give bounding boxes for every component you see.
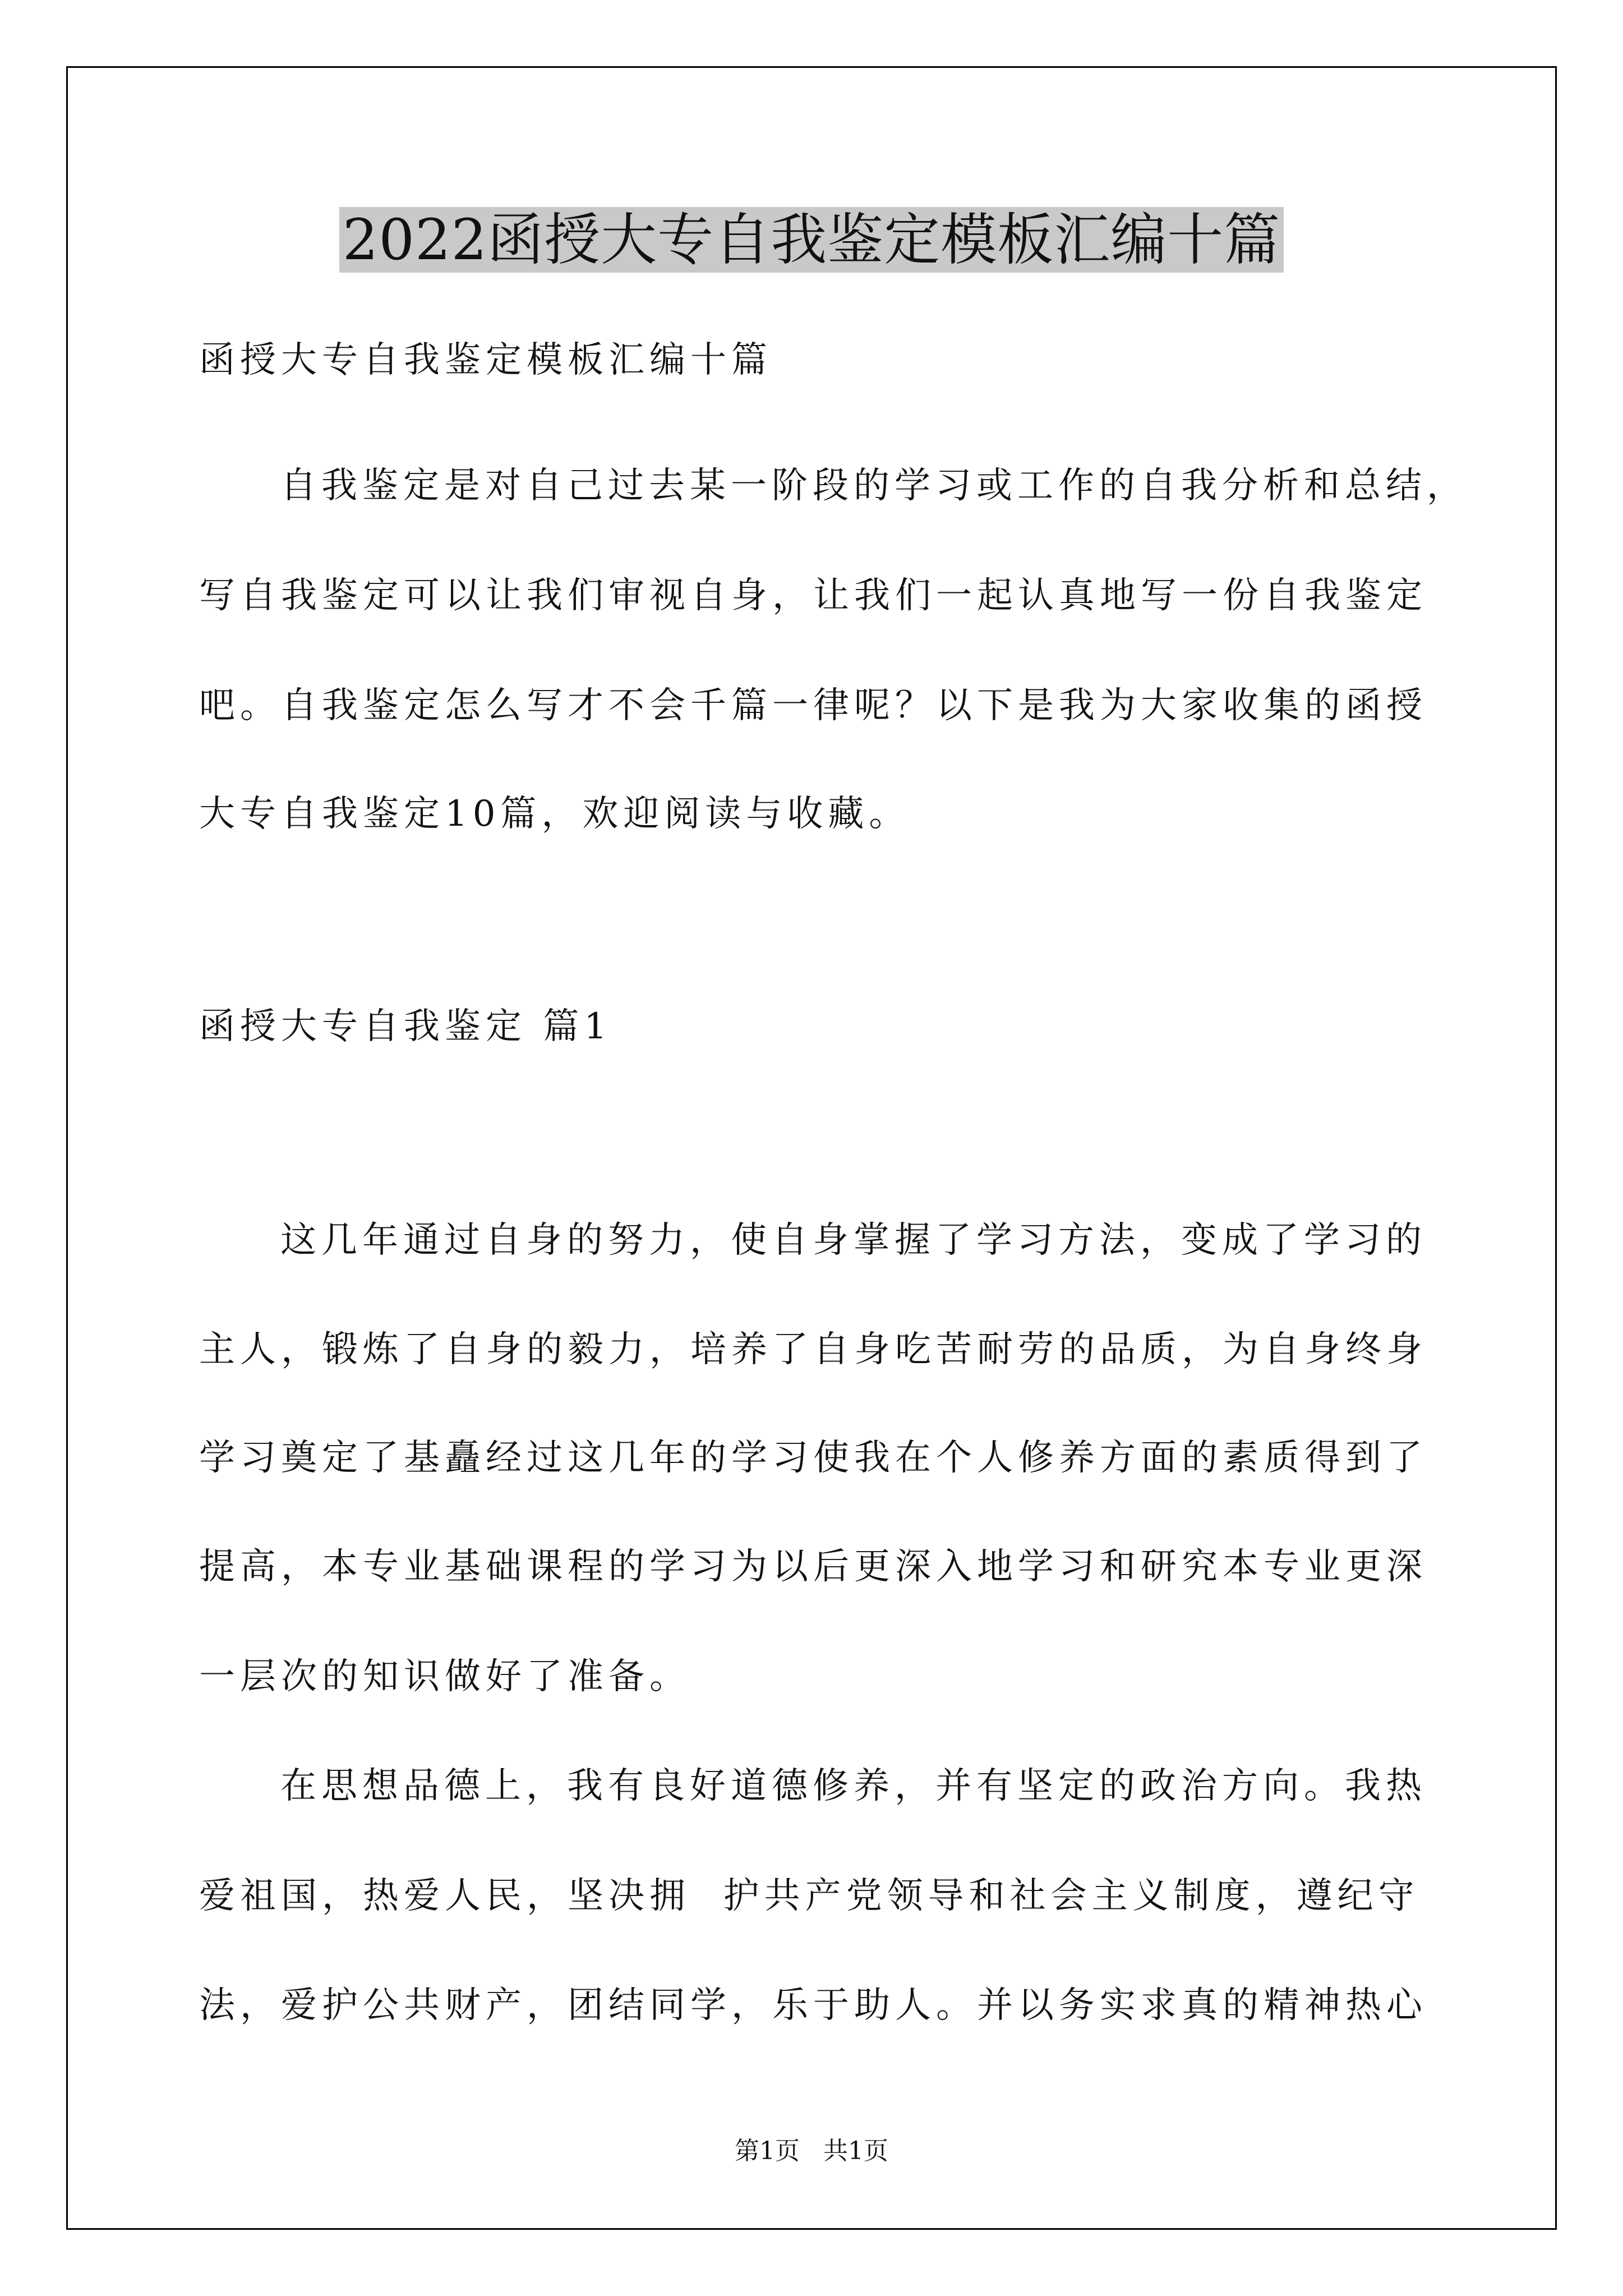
intro-line: 大专自我鉴定10篇，欢迎阅读与收藏。	[199, 793, 910, 835]
paragraph-line: 一层次的知识做好了准备。	[199, 1656, 690, 1697]
title-text: 2022函授大专自我鉴定模板汇编十篇	[339, 207, 1284, 273]
paragraph-line: 在思想品德上，我有良好道德修养，并有坚定的政治方向。我热	[280, 1765, 1427, 1807]
paragraph-line: 这几年通过自身的努力，使自身掌握了学习方法，变成了学习的	[280, 1220, 1427, 1261]
page-footer: 第1页 共1页	[735, 2137, 888, 2165]
paragraph-line: 法，爱护公共财产，团结同学，乐于助人。并以务实求真的精神热心	[199, 1985, 1427, 2026]
intro-line: 自我鉴定是对自己过去某一阶段的学习或工作的自我分析和总结，	[280, 465, 1468, 507]
document-title	[0, 201, 1623, 279]
intro-line: 吧。自我鉴定怎么写才不会千篇一律呢？以下是我为大家收集的函授	[199, 685, 1427, 726]
paragraph-line: 学习奠定了基矗经过这几年的学习使我在个人修养方面的素质得到了	[199, 1437, 1427, 1479]
paragraph-line: 主人，锻炼了自身的毅力，培养了自身吃苦耐劳的品质，为自身终身	[199, 1329, 1427, 1370]
paragraph-line: 提高，本专业基础课程的学习为以后更深入地学习和研究本专业更深	[199, 1546, 1427, 1588]
intro-line: 写自我鉴定可以让我们审视自身，让我们一起认真地写一份自我鉴定	[199, 575, 1427, 616]
paragraph-line: 爱祖国，热爱人民，坚决拥 护共产党领导和社会主义制度，遵纪守	[199, 1875, 1419, 1917]
subtitle: 函授大专自我鉴定模板汇编十篇	[199, 339, 772, 381]
section-heading: 函授大专自我鉴定 篇1	[199, 1006, 612, 1047]
